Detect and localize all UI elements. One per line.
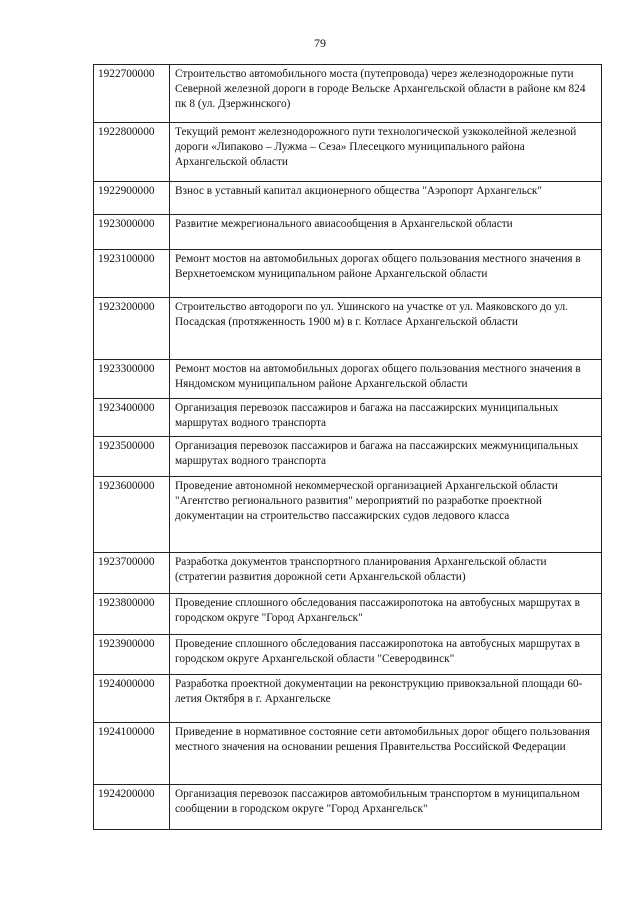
row-code: 1924000000 — [94, 675, 170, 723]
row-code: 1923200000 — [94, 298, 170, 360]
row-description: Разработка документов транспортного планирования Архангельской области (стратегии развития дорожной сети Архангельской области) — [170, 553, 602, 594]
table-row — [94, 437, 602, 477]
table-row — [94, 123, 602, 182]
row-description: Проведение сплошного обследования пассажиропотока на автобусных маршрутах в городском округе "Город Архангельск" — [170, 594, 602, 635]
row-description: Проведение автономной некоммерческой организацией Архангельской области "Агентство регионального развития" мероприятий по разработке проектной документации на строительство пассажирских судов ледового класса — [170, 477, 602, 553]
table-row — [94, 723, 602, 785]
table-row — [94, 215, 602, 250]
table-row — [94, 594, 602, 635]
row-description: Строительство автомобильного моста (путепровода) через железнодорожные пути Северной железной дороги в городе Вельске Архангельской области в районе км 824 пк 8 (ул. Дзержинского) — [170, 65, 602, 123]
row-description: Строительство автодороги по ул. Ушинского на участке от ул. Маяковского до ул. Посадская (протяженность 1900 м) в г. Котласе Архангельской области — [170, 298, 602, 360]
row-description: Приведение в нормативное состояние сети автомобильных дорог общего пользования местного значения на основании решения Правительства Российской Федерации — [170, 723, 602, 785]
table-row — [94, 182, 602, 215]
row-code: 1924100000 — [94, 723, 170, 785]
row-code: 1923700000 — [94, 553, 170, 594]
row-code: 1923900000 — [94, 635, 170, 675]
row-code: 1923800000 — [94, 594, 170, 635]
row-description: Разработка проектной документации на реконструкцию привокзальной площади 60-летия Октября в г. Архангельске — [170, 675, 602, 723]
row-code: 1922700000 — [94, 65, 170, 123]
row-code: 1922900000 — [94, 182, 170, 215]
row-code: 1923100000 — [94, 250, 170, 298]
table-row — [94, 250, 602, 298]
table-row — [94, 553, 602, 594]
row-code: 1923500000 — [94, 437, 170, 477]
row-description: Ремонт мостов на автомобильных дорогах общего пользования местного значения в Няндомском муниципальном районе Архангельской области — [170, 360, 602, 399]
row-code: 1924200000 — [94, 785, 170, 830]
table-row — [94, 785, 602, 830]
page-number: 79 — [314, 36, 326, 50]
table-row — [94, 65, 602, 123]
table-row — [94, 675, 602, 723]
budget-code-table — [93, 64, 602, 830]
table-row — [94, 360, 602, 399]
row-description: Организация перевозок пассажиров автомобильным транспортом в муниципальном сообщении в городском округе "Город Архангельск" — [170, 785, 602, 830]
row-description: Проведение сплошного обследования пассажиропотока на автобусных маршрутах в городском округе Архангельской области "Северодвинск" — [170, 635, 602, 675]
row-code: 1923600000 — [94, 477, 170, 553]
row-description: Развитие межрегионального авиасообщения в Архангельской области — [170, 215, 602, 250]
row-description: Организация перевозок пассажиров и багажа на пассажирских межмуниципальных маршрутах водного транспорта — [170, 437, 602, 477]
row-description: Взнос в уставный капитал акционерного общества "Аэропорт Архангельск" — [170, 182, 602, 215]
row-description: Текущий ремонт железнодорожного пути технологической узкоколейной железной дороги «Липаково – Лужма – Сеза» Плесецкого муниципального района Архангельской области — [170, 123, 602, 182]
table-row — [94, 635, 602, 675]
table-row — [94, 399, 602, 437]
table-row — [94, 477, 602, 553]
row-description: Ремонт мостов на автомобильных дорогах общего пользования местного значения в Верхнетоемском муниципальном районе Архангельской области — [170, 250, 602, 298]
row-code: 1923000000 — [94, 215, 170, 250]
row-code: 1923400000 — [94, 399, 170, 437]
row-description: Организация перевозок пассажиров и багажа на пассажирских муниципальных маршрутах водного транспорта — [170, 399, 602, 437]
table-row — [94, 298, 602, 360]
row-code: 1923300000 — [94, 360, 170, 399]
row-code: 1922800000 — [94, 123, 170, 182]
